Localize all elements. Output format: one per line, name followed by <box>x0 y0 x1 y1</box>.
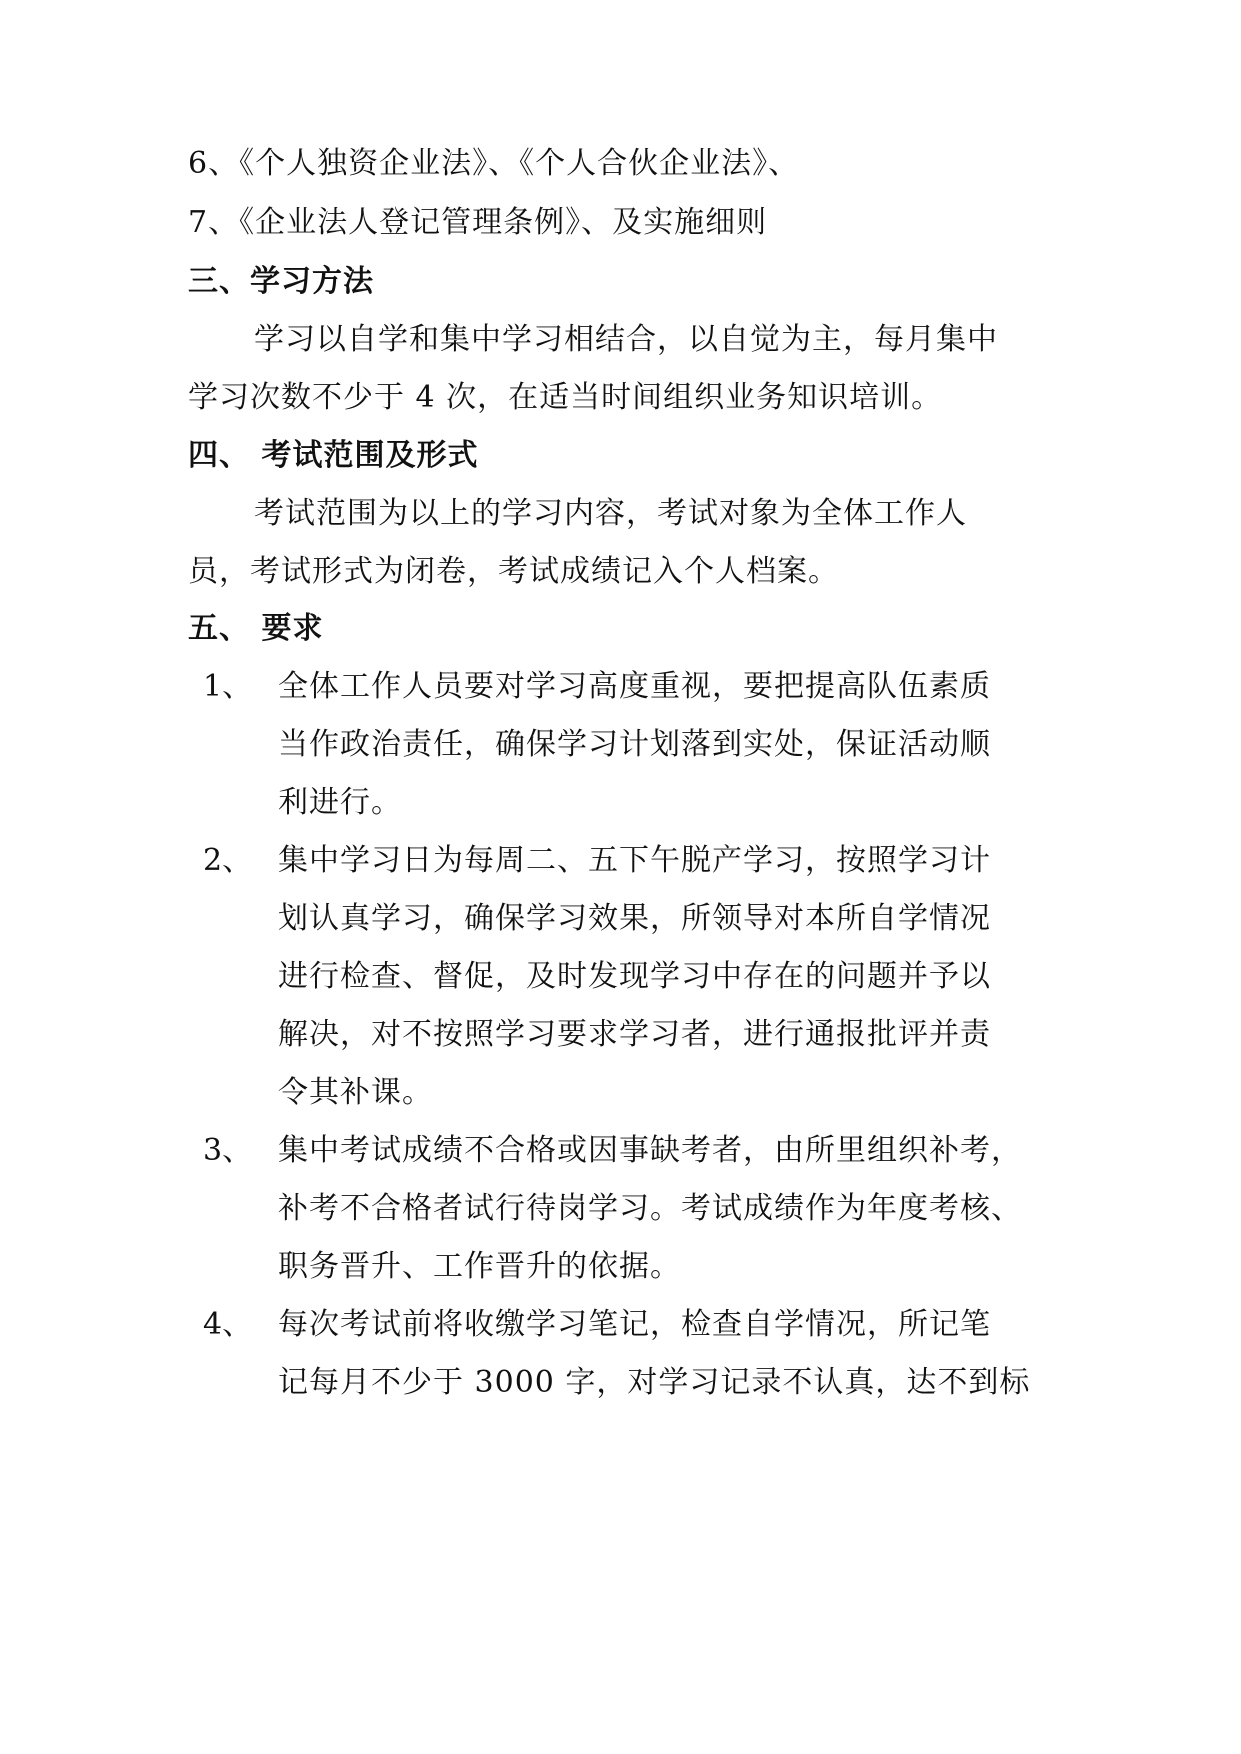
requirement-line: 划认真学习，确保学习效果，所领导对本所自学情况 <box>278 901 991 936</box>
requirement-line: 进行检查、督促，及时发现学习中存在的问题并予以 <box>278 959 991 994</box>
section-4-line: 员，考试形式为闭卷，考试成绩记入个人档案。 <box>188 554 839 589</box>
list-item-7: 7、《企业法人登记管理条例》、及实施细则 <box>188 205 768 240</box>
section-3-line: 学习次数不少于 4 次，在适当时间组织业务知识培训。 <box>188 380 943 415</box>
requirement-line: 补考不合格者试行待岗学习。考试成绩作为年度考核、 <box>278 1191 1022 1226</box>
requirement-number: 4、 <box>203 1307 253 1342</box>
requirement-line: 集中考试成绩不合格或因事缺考者，由所里组织补考， <box>278 1133 1022 1168</box>
requirement-number: 1、 <box>203 669 253 704</box>
requirement-line: 记每月不少于 3000 字，对学习记录不认真，达不到标 <box>278 1365 1031 1400</box>
section-3-line: 学习以自学和集中学习相结合，以自觉为主，每月集中 <box>254 322 998 357</box>
requirement-number: 2、 <box>203 843 253 878</box>
section-5-heading: 五、 要求 <box>188 611 324 646</box>
requirement-line: 职务晋升、工作晋升的依据。 <box>278 1249 681 1284</box>
requirement-line: 全体工作人员要对学习高度重视，要把提高队伍素质 <box>278 669 991 704</box>
requirement-line: 集中学习日为每周二、五下午脱产学习，按照学习计 <box>278 843 991 878</box>
requirement-line: 利进行。 <box>278 785 402 820</box>
requirement-line: 每次考试前将收缴学习笔记，检查自学情况，所记笔 <box>278 1307 991 1342</box>
requirement-line: 解决，对不按照学习要求学习者，进行通报批评并责 <box>278 1017 991 1052</box>
section-4-heading: 四、 考试范围及形式 <box>188 438 479 473</box>
requirement-line: 当作政治责任，确保学习计划落到实处，保证活动顺 <box>278 727 991 762</box>
list-item-6: 6、《个人独资企业法》、《个人合伙企业法》、 <box>188 146 800 181</box>
requirement-number: 3、 <box>203 1133 253 1168</box>
requirement-line: 令其补课。 <box>278 1075 433 1110</box>
section-3-heading: 三、学习方法 <box>188 264 374 299</box>
section-4-line: 考试范围为以上的学习内容，考试对象为全体工作人 <box>254 496 967 531</box>
